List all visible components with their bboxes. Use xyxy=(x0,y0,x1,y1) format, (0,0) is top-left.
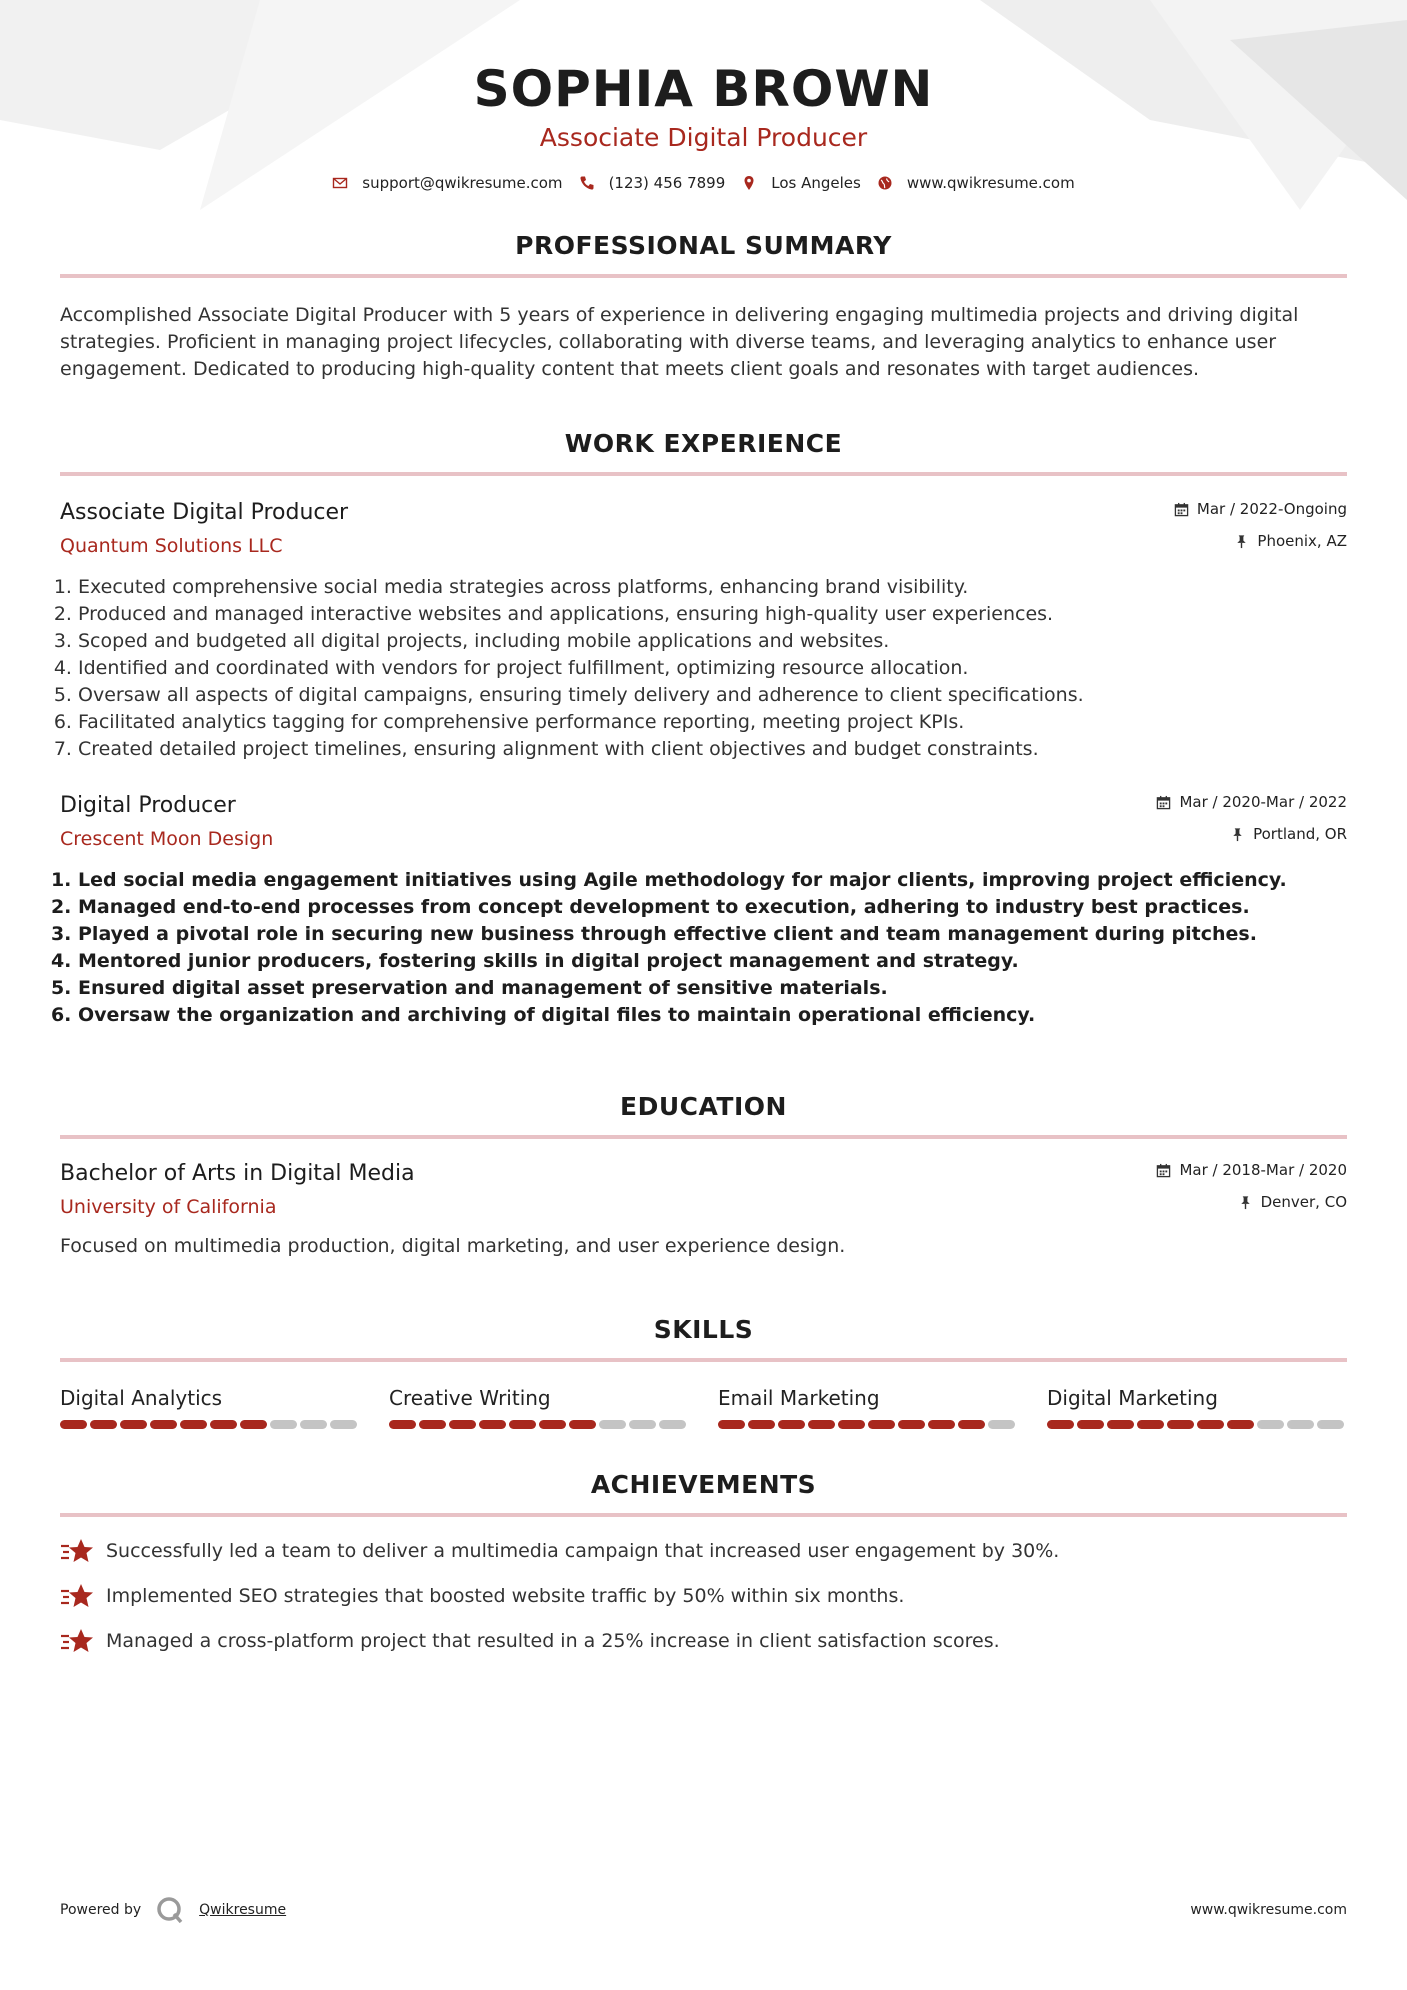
calendar-icon xyxy=(1156,1163,1171,1178)
skill-segment-filled xyxy=(210,1420,237,1429)
section-title-achievements: ACHIEVEMENTS xyxy=(590,1470,817,1499)
list-item: 5. Ensured digital asset preservation and management of sensitive materials. xyxy=(78,975,1347,1002)
section-divider xyxy=(60,472,1347,476)
skill-segment-filled xyxy=(509,1420,536,1429)
calendar-icon xyxy=(1156,795,1171,810)
list-item: 1. Led social media engagement initiatives using Agile methodology for major clients, improving project efficiency. xyxy=(78,867,1347,894)
achievements-section xyxy=(60,1469,1347,1655)
list-item: 6. Oversaw the organization and archiving of digital files to maintain operational efficiency. xyxy=(78,1002,1347,1029)
skill-segment-empty xyxy=(629,1420,656,1429)
education-description: Focused on multimedia production, digital marketing, and user experience design. xyxy=(60,1235,846,1257)
skill-segment-filled xyxy=(898,1420,925,1429)
list-item: 2. Managed end-to-end processes from concept development to execution, adhering to industry best practices. xyxy=(78,894,1347,921)
skill-name: Digital Marketing xyxy=(1047,1386,1218,1410)
skill-segment-filled xyxy=(389,1420,416,1429)
star-icon xyxy=(60,1627,94,1655)
skill-segment-filled xyxy=(449,1420,476,1429)
brand-link[interactable]: Qwikresume xyxy=(199,1902,287,1918)
calendar-icon xyxy=(1174,502,1189,517)
job-bullets xyxy=(60,574,1347,763)
job-entry xyxy=(60,498,1347,763)
job-location: Phoenix, AZ xyxy=(1174,530,1347,552)
skill-segment-empty xyxy=(988,1420,1015,1429)
contact-bar xyxy=(60,174,1347,192)
skill-segment-filled xyxy=(60,1420,87,1429)
skills-grid xyxy=(60,1384,1347,1429)
job-entry xyxy=(60,791,1347,1029)
list-item: 5. Oversaw all aspects of digital campaigns, ensuring timely delivery and adherence to client specifications. xyxy=(78,682,1347,709)
skill-segment-empty xyxy=(300,1420,327,1429)
job-company: Quantum Solutions LLC xyxy=(60,535,283,557)
list-item: 1. Executed comprehensive social media strategies across platforms, enhancing brand visibility. xyxy=(78,574,1347,601)
skill-segment-filled xyxy=(1137,1420,1164,1429)
skill-segment-filled xyxy=(958,1420,985,1429)
skills-section xyxy=(60,1314,1347,1429)
skill-level-bar xyxy=(1047,1420,1347,1429)
skill-segment-empty xyxy=(1317,1420,1344,1429)
skill-segment-filled xyxy=(1077,1420,1104,1429)
skill-segment-filled xyxy=(539,1420,566,1429)
skill-item xyxy=(718,1384,1018,1429)
skill-segment-filled xyxy=(748,1420,775,1429)
skill-segment-empty xyxy=(330,1420,357,1429)
skill-segment-filled xyxy=(718,1420,745,1429)
qwikresume-logo-icon xyxy=(155,1895,185,1925)
pushpin-icon xyxy=(1234,534,1249,549)
skill-level-bar xyxy=(60,1420,360,1429)
phone-text: (123) 456 7899 xyxy=(608,174,726,192)
section-divider xyxy=(60,274,1347,278)
education-location: Denver, CO xyxy=(1156,1191,1347,1213)
skill-segment-filled xyxy=(1047,1420,1074,1429)
job-title: Digital Producer xyxy=(60,793,236,818)
resume-header xyxy=(60,0,1347,192)
skill-segment-filled xyxy=(569,1420,596,1429)
list-item: 4. Mentored junior producers, fostering skills in digital project management and strategy. xyxy=(78,948,1347,975)
candidate-name: SOPHIA BROWN xyxy=(473,60,934,118)
skill-name: Digital Analytics xyxy=(60,1386,223,1410)
section-divider xyxy=(60,1135,1347,1139)
list-item: 3. Scoped and budgeted all digital projects, including mobile applications and websites. xyxy=(78,628,1347,655)
achievements-list xyxy=(60,1537,1347,1655)
skill-segment-filled xyxy=(778,1420,805,1429)
job-dates: Mar / 2022-Ongoing xyxy=(1174,498,1347,520)
skill-item xyxy=(389,1384,689,1429)
section-title-skills: SKILLS xyxy=(653,1315,754,1344)
skill-segment-filled xyxy=(419,1420,446,1429)
skill-segment-empty xyxy=(599,1420,626,1429)
skill-segment-filled xyxy=(240,1420,267,1429)
list-item: 2. Produced and managed interactive websites and applications, ensuring high-quality user experiences. xyxy=(78,601,1347,628)
achievement-item: Implemented SEO strategies that boosted website traffic by 50% within six months. xyxy=(60,1582,1347,1610)
school-name: University of California xyxy=(60,1196,277,1218)
skill-segment-filled xyxy=(120,1420,147,1429)
skill-item xyxy=(1047,1384,1347,1429)
skill-segment-filled xyxy=(808,1420,835,1429)
email-text: support@qwikresume.com xyxy=(362,174,563,192)
skill-segment-filled xyxy=(150,1420,177,1429)
achievement-item: Managed a cross-platform project that resulted in a 25% increase in client satisfaction scores. xyxy=(60,1627,1347,1655)
star-icon xyxy=(60,1537,94,1565)
list-item: 6. Facilitated analytics tagging for comprehensive performance reporting, meeting project KPIs. xyxy=(78,709,1347,736)
education-section xyxy=(60,1091,1347,1260)
section-divider xyxy=(60,1513,1347,1517)
skill-segment-filled xyxy=(1197,1420,1224,1429)
website-text: www.qwikresume.com xyxy=(906,174,1075,192)
phone-icon xyxy=(579,175,595,191)
education-entry xyxy=(60,1159,1347,1260)
skill-segment-filled xyxy=(180,1420,207,1429)
education-dates: Mar / 2018-Mar / 2020 xyxy=(1156,1159,1347,1181)
job-dates: Mar / 2020-Mar / 2022 xyxy=(1156,791,1347,813)
skill-segment-filled xyxy=(90,1420,117,1429)
globe-icon xyxy=(877,175,893,191)
job-company: Crescent Moon Design xyxy=(60,828,274,850)
section-title-summary: PROFESSIONAL SUMMARY xyxy=(515,231,892,260)
contact-phone[interactable] xyxy=(579,174,726,192)
skill-segment-filled xyxy=(868,1420,895,1429)
job-location: Portland, OR xyxy=(1156,823,1347,845)
contact-location xyxy=(741,174,861,192)
summary-text: Accomplished Associate Digital Producer with 5 years of experience in delivering engaging multimedia projects and driving digital strategies. Proficient in managing project lifecycles, collaborating with diverse teams, and leveraging analytics to enhance user engagement. Dedicated to producing high-quality content that meets client goals and resonates with target audiences. xyxy=(60,304,1299,380)
skill-name: Email Marketing xyxy=(718,1386,880,1410)
skill-segment-filled xyxy=(1167,1420,1194,1429)
map-pin-icon xyxy=(741,175,757,191)
summary-section xyxy=(60,230,1347,383)
pushpin-icon xyxy=(1230,827,1245,842)
candidate-role: Associate Digital Producer xyxy=(539,123,868,152)
envelope-icon xyxy=(332,175,348,191)
skill-segment-filled xyxy=(838,1420,865,1429)
skill-level-bar xyxy=(389,1420,689,1429)
job-bullets xyxy=(60,867,1347,1029)
list-item: 7. Created detailed project timelines, ensuring alignment with client objectives and budget constraints. xyxy=(78,736,1347,763)
section-title-experience: WORK EXPERIENCE xyxy=(564,429,843,458)
skill-segment-filled xyxy=(1107,1420,1134,1429)
section-title-education: EDUCATION xyxy=(620,1092,787,1121)
achievement-item: Successfully led a team to deliver a multimedia campaign that increased user engagement by 30%. xyxy=(60,1537,1347,1565)
experience-section xyxy=(60,428,1347,1029)
contact-website[interactable] xyxy=(877,174,1075,192)
skill-segment-empty xyxy=(1287,1420,1314,1429)
contact-email[interactable] xyxy=(332,174,562,192)
job-title: Associate Digital Producer xyxy=(60,500,349,525)
degree-title: Bachelor of Arts in Digital Media xyxy=(60,1161,415,1186)
page-footer xyxy=(60,1895,1347,1925)
skill-level-bar xyxy=(718,1420,1018,1429)
skill-item xyxy=(60,1384,360,1429)
list-item: 3. Played a pivotal role in securing new business through effective client and team management during pitches. xyxy=(78,921,1347,948)
location-text: Los Angeles xyxy=(771,174,861,192)
skill-segment-filled xyxy=(1227,1420,1254,1429)
skill-segment-empty xyxy=(659,1420,686,1429)
footer-website[interactable]: www.qwikresume.com xyxy=(1190,1902,1347,1918)
skill-segment-empty xyxy=(270,1420,297,1429)
skill-segment-filled xyxy=(479,1420,506,1429)
skill-name: Creative Writing xyxy=(389,1386,551,1410)
powered-by: Powered by Qwikresume xyxy=(60,1895,286,1925)
skill-segment-empty xyxy=(1257,1420,1284,1429)
list-item: 4. Identified and coordinated with vendors for project fulfillment, optimizing resource allocation. xyxy=(78,655,1347,682)
star-icon xyxy=(60,1582,94,1610)
pushpin-icon xyxy=(1238,1195,1253,1210)
skill-segment-filled xyxy=(928,1420,955,1429)
section-divider xyxy=(60,1358,1347,1362)
